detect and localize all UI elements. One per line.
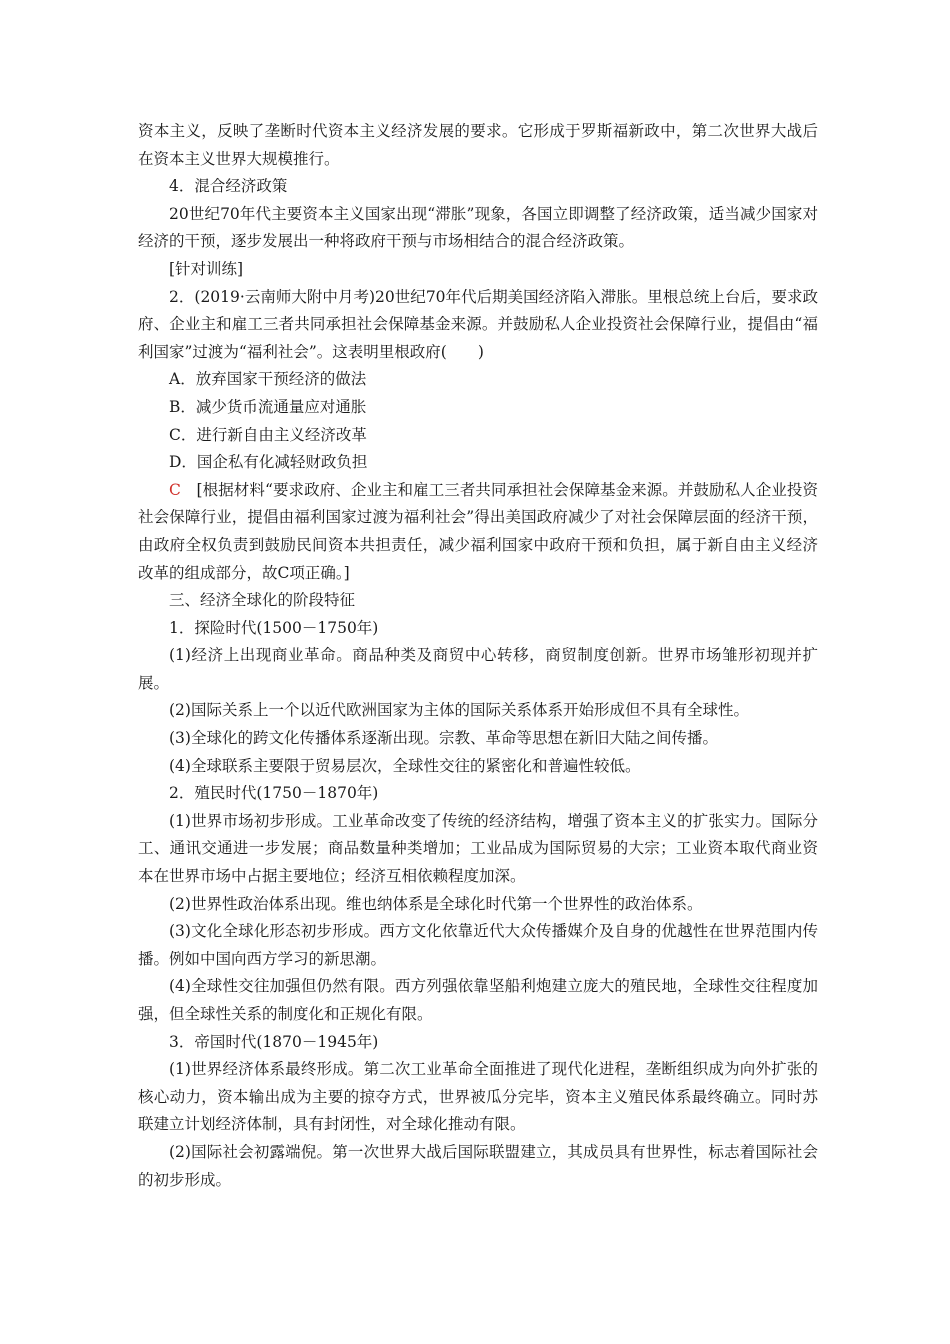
subsection-imperial-title: 3．帝国时代(1870－1945年)	[169, 1032, 379, 1051]
paragraph-capitalism-continuation: 资本主义，反映了垄断时代资本主义经济发展的要求。它形成于罗斯福新政中，第二次世界大战后在资本主义世界大规模推行。	[138, 122, 818, 168]
option-b: B．减少货币流通量应对通胀	[169, 397, 367, 416]
colonial-item-1: (1)世界市场初步形成。工业革命改变了传统的经济结构，增强了资本主义的扩张实力。国际分工、通讯交通进一步发展；商品数量种类增加；工业品成为国际贸易的大宗；工业资本取代商业资本在世界市场中占据主要地位；经济互相依赖程度加深。	[138, 811, 818, 886]
heading-mixed-economy: 4．混合经济政策	[169, 177, 288, 196]
imperial-item-2: (2)国际社会初露端倪。第一次世界大战后国际联盟建立，其成员具有世界性，标志着国际社会的初步形成。	[138, 1142, 818, 1189]
section-3-title: 三、经济全球化的阶段特征	[169, 591, 356, 610]
exploration-item-1: (1)经济上出现商业革命。商品种类及商贸中心转移，商贸制度创新。世界市场雏形初现并扩展。	[138, 646, 818, 692]
exploration-item-3: (3)全球化的跨文化传播体系逐渐出现。宗教、革命等思想在新旧大陆之间传播。	[169, 729, 718, 748]
answer-letter: C	[169, 480, 181, 499]
colonial-item-2: (2)世界性政治体系出现。维也纳体系是全球化时代第一个世界性的政治体系。	[169, 894, 703, 913]
colonial-item-3: (3)文化全球化形态初步形成。西方文化依靠近代大众传播媒介及自身的优越性在世界范围内传播。例如中国向西方学习的新思潮。	[138, 922, 818, 968]
colonial-item-4: (4)全球性交往加强但仍然有限。西方列强依靠坚船利炮建立庞大的殖民地，全球性交往程度加强，但全球性关系的制度化和正规化有限。	[138, 977, 818, 1023]
question-2: 2．(2019·云南师大附中月考)20世纪70年代后期美国经济陷入滞胀。里根总统上台后，要求政府、企业主和雇工三者共同承担社会保障基金来源。并鼓励私人企业投资社会保障行业，提倡由“福利国家”过渡为“福利社会”。这表明里根政府( )	[138, 287, 818, 361]
training-label: [针对训练]	[169, 259, 244, 278]
option-d: D．国企私有化减轻财政负担	[169, 453, 368, 472]
imperial-item-1: (1)世界经济体系最终形成。第二次工业革命全面推进了现代化进程，垄断组织成为向外扩张的核心动力，资本输出成为主要的掠夺方式，世界被瓜分完毕，资本主义殖民体系最终确立。同时苏联建立计划经济体制，具有封闭性，对全球化推动有限。	[138, 1060, 818, 1134]
subsection-colonial-title: 2．殖民时代(1750－1870年)	[169, 784, 379, 803]
answer-text: [根据材料“要求政府、企业主和雇工三者共同承担社会保障基金来源。并鼓励私人企业投资社会保障行业，提倡由福利国家过渡为福利社会”得出美国政府减少了对社会保障层面的经济干预，由政府全权负责到鼓励民间资本共担责任，减少福利国家中政府干预和负担，属于新自由主义经济改革的组成部分，故C项正确。]	[138, 480, 818, 582]
exploration-item-4: (4)全球联系主要限于贸易层次，全球性交往的紧密化和普遍性较低。	[169, 756, 641, 775]
option-a: A．放弃国家干预经济的做法	[169, 370, 367, 389]
option-c: C．进行新自由主义经济改革	[169, 425, 367, 444]
subsection-exploration-title: 1．探险时代(1500－1750年)	[169, 618, 379, 637]
document-page	[138, 118, 818, 1194]
paragraph-mixed-economy: 20世纪70年代主要资本主义国家出现“滞胀”现象，各国立即调整了经济政策，适当减少国家对经济的干预，逐步发展出一种将政府干预与市场相结合的混合经济政策。	[138, 204, 818, 251]
answer-explanation	[138, 477, 818, 587]
exploration-item-2: (2)国际关系上一个以近代欧洲国家为主体的国际关系体系开始形成但不具有全球性。	[169, 701, 749, 720]
